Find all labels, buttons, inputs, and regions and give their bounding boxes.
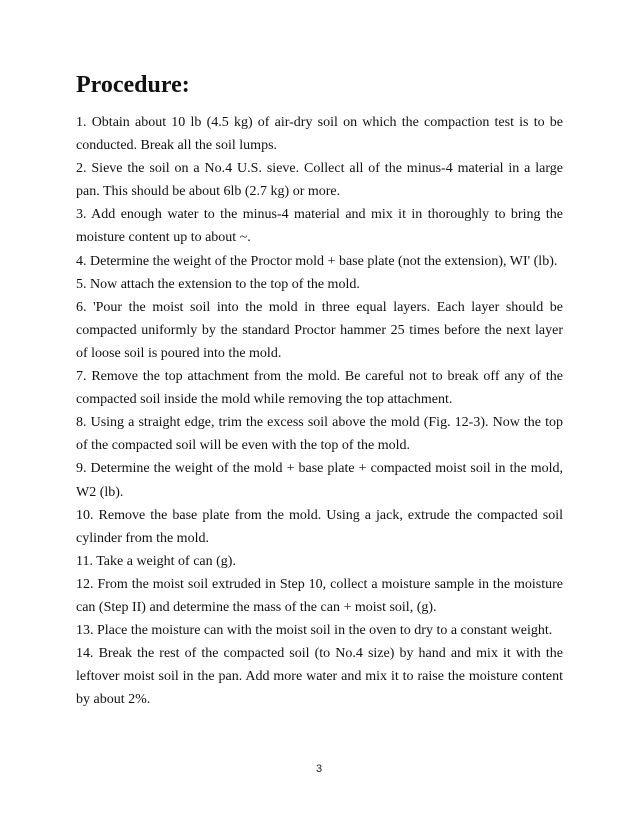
- procedure-steps: [76, 111, 563, 711]
- step-2: 2. Sieve the soil on a No.4 U.S. sieve. Collect all of the minus-4 material in a large pan. This should be about 6lb (2.7 kg) or more.: [76, 161, 563, 200]
- page-number: 3: [315, 763, 323, 775]
- step-3: 3. Add enough water to the minus-4 material and mix it in thoroughly to bring the moisture content up to about ~.: [76, 207, 563, 246]
- section-heading: Procedure:: [76, 72, 190, 98]
- step-6: 6. 'Pour the moist soil into the mold in three equal layers. Each layer should be compacted uniformly by the standard Proctor hammer 25 times before the next layer of loose soil is poured into the mold.: [76, 299, 563, 361]
- step-11: 11. Take a weight of can (g).: [76, 553, 236, 569]
- step-13: 13. Place the moisture can with the moist soil in the oven to dry to a constant weight.: [76, 623, 553, 639]
- step-5: 5. Now attach the extension to the top of the mold.: [76, 276, 360, 292]
- step-8: 8. Using a straight edge, trim the excess soil above the mold (Fig. 12-3). Now the top of the compacted soil will be even with the top of the mold.: [76, 415, 563, 454]
- step-1: 1. Obtain about 10 lb (4.5 kg) of air-dry soil on which the compaction test is to be conducted. Break all the soil lumps.: [76, 115, 563, 154]
- step-10: 10. Remove the base plate from the mold. Using a jack, extrude the compacted soil cylinder from the mold.: [76, 507, 563, 546]
- step-4: 4. Determine the weight of the Proctor mold + base plate (not the extension), WI' (lb).: [76, 253, 558, 269]
- step-9: 9. Determine the weight of the mold + base plate + compacted moist soil in the mold, W2 (lb).: [76, 461, 563, 500]
- step-12: 12. From the moist soil extruded in Step 10, collect a moisture sample in the moisture can (Step II) and determine the mass of the can + moist soil, (g).: [76, 576, 563, 615]
- step-7: 7. Remove the top attachment from the mold. Be careful not to break off any of the compacted soil inside the mold while removing the top attachment.: [76, 369, 563, 408]
- step-14: 14. Break the rest of the compacted soil (to No.4 size) by hand and mix it with the leftover moist soil in the pan. Add more water and mix it to raise the moisture content by about 2%.: [76, 646, 563, 708]
